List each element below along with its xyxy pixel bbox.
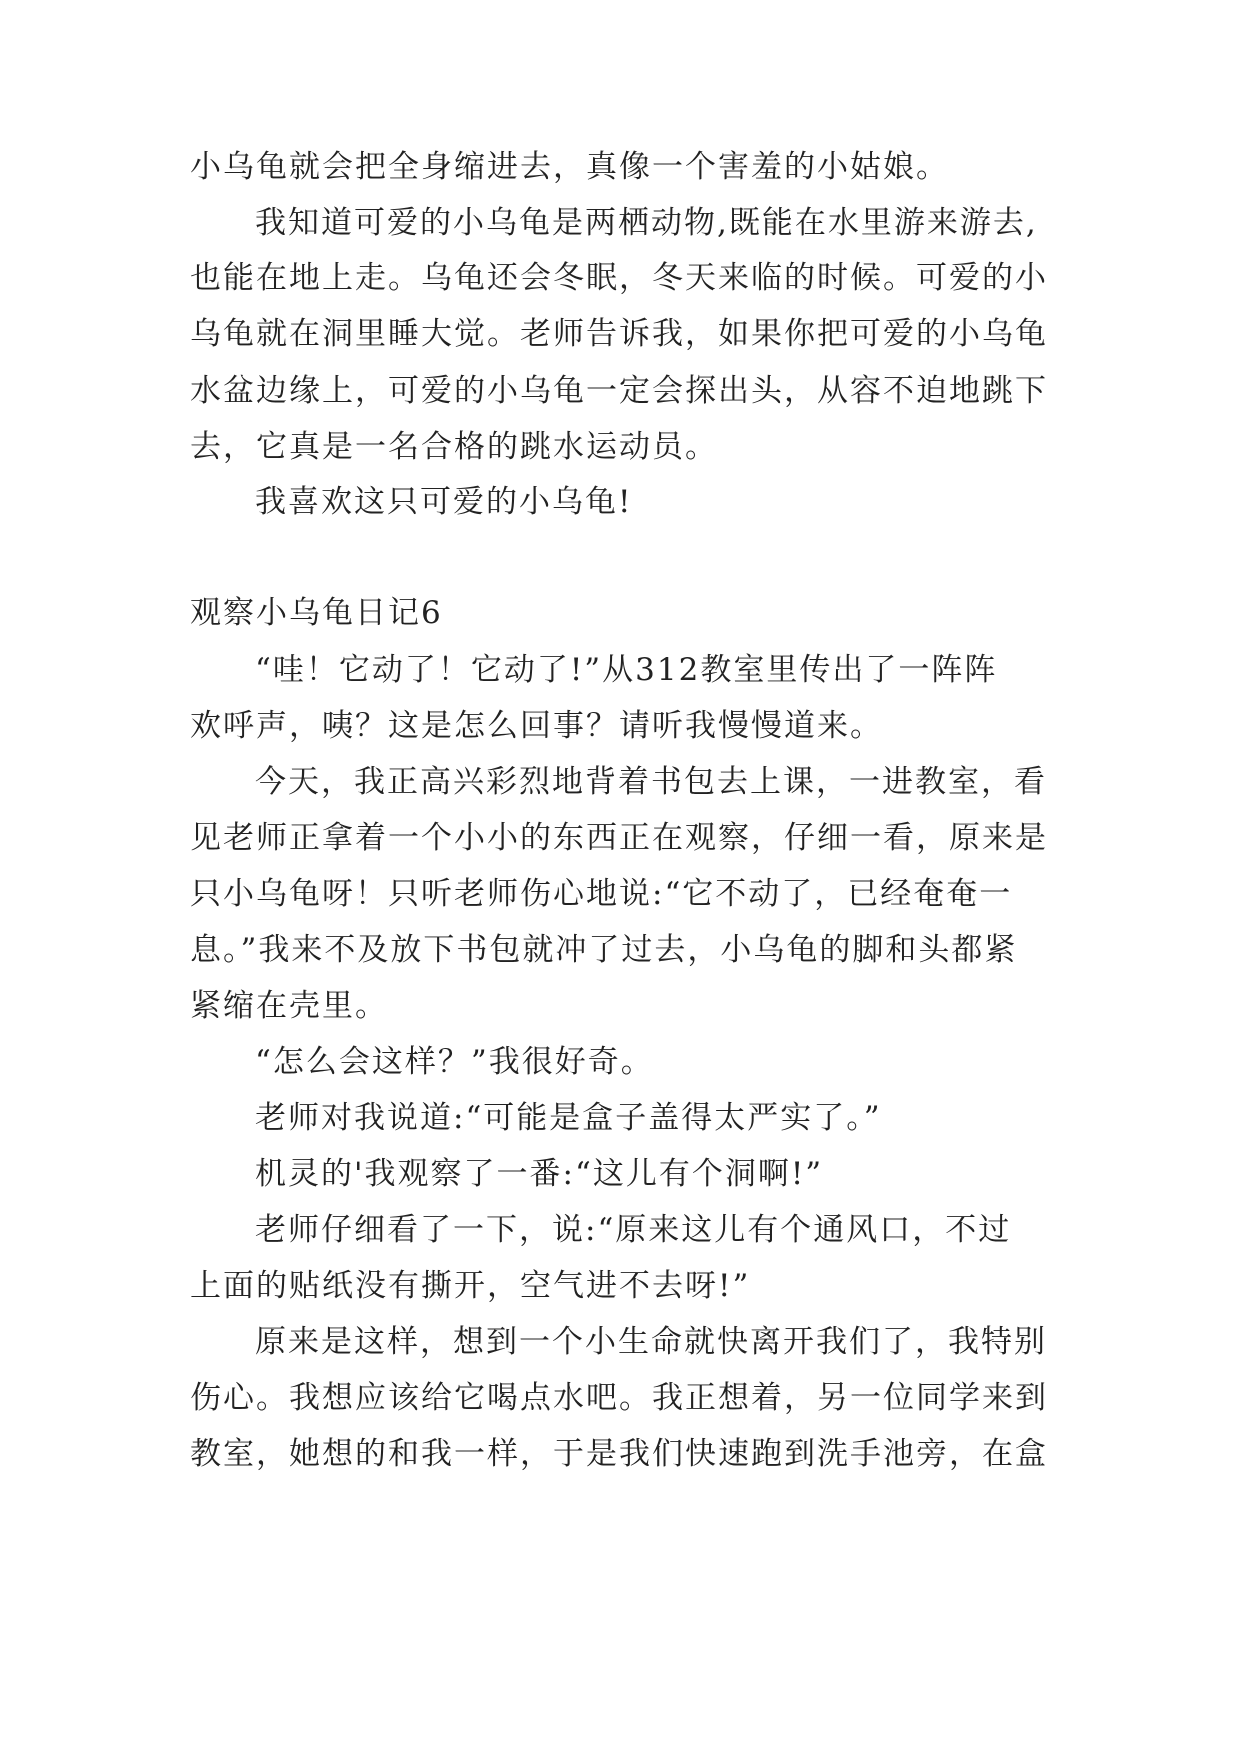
paragraph-line: 教室，她想的和我一样，于是我们快速跑到洗手池旁，在盒 <box>190 1436 1048 1472</box>
paragraph-line: 去，它真是一名合格的跳水运动员。 <box>190 429 718 465</box>
paragraph-line: 今天，我正高兴彩烈地背着书包去上课，一进教室，看 <box>255 764 1047 800</box>
paragraph-line: 也能在地上走。乌龟还会冬眠，冬天来临的时候。可爱的小 <box>190 260 1048 296</box>
paragraph-line: 原来是这样，想到一个小生命就快离开我们了，我特别 <box>255 1324 1047 1360</box>
paragraph-line: “哇！它动了！它动了!”从312教室里传出了一阵阵 <box>255 652 998 688</box>
paragraph-line: 老师对我说道:“可能是盒子盖得太严实了。” <box>255 1100 882 1136</box>
paragraph-line: 伤心。我想应该给它喝点水吧。我正想着，另一位同学来到 <box>190 1380 1048 1416</box>
paragraph-line: 水盆边缘上，可爱的小乌龟一定会探出头，从容不迫地跳下 <box>190 373 1048 409</box>
paragraph-line: 我知道可爱的小乌龟是两栖动物,既能在水里游来游去, <box>255 205 1038 241</box>
paragraph-line: 只小乌龟呀！只听老师伤心地说:“它不动了，已经奄奄一 <box>190 876 1013 912</box>
paragraph-line: 息。”我来不及放下书包就冲了过去，小乌龟的脚和头都紧 <box>190 932 1018 968</box>
paragraph-line: 小乌龟就会把全身缩进去，真像一个害羞的小姑娘。 <box>190 149 949 185</box>
paragraph-line: 紧缩在壳里。 <box>190 988 388 1024</box>
paragraph-line: 上面的贴纸没有撕开，空气进不去呀!” <box>190 1268 751 1304</box>
paragraph-line: “怎么会这样？”我很好奇。 <box>255 1044 654 1080</box>
paragraph-line: 老师仔细看了一下，说:“原来这儿有个通风口，不过 <box>255 1212 1012 1248</box>
paragraph-line: 我喜欢这只可爱的小乌龟! <box>255 484 633 520</box>
paragraph-line: 欢呼声，咦？这是怎么回事？请听我慢慢道来。 <box>190 708 883 744</box>
paragraph-line: 见老师正拿着一个小小的东西正在观察，仔细一看，原来是 <box>190 820 1048 856</box>
paragraph-line: 机灵的'我观察了一番:“这儿有个洞啊!” <box>255 1156 824 1192</box>
paragraph-line: 乌龟就在洞里睡大觉。老师告诉我，如果你把可爱的小乌龟 <box>190 316 1048 352</box>
section-heading: 观察小乌龟日记6 <box>190 595 443 631</box>
